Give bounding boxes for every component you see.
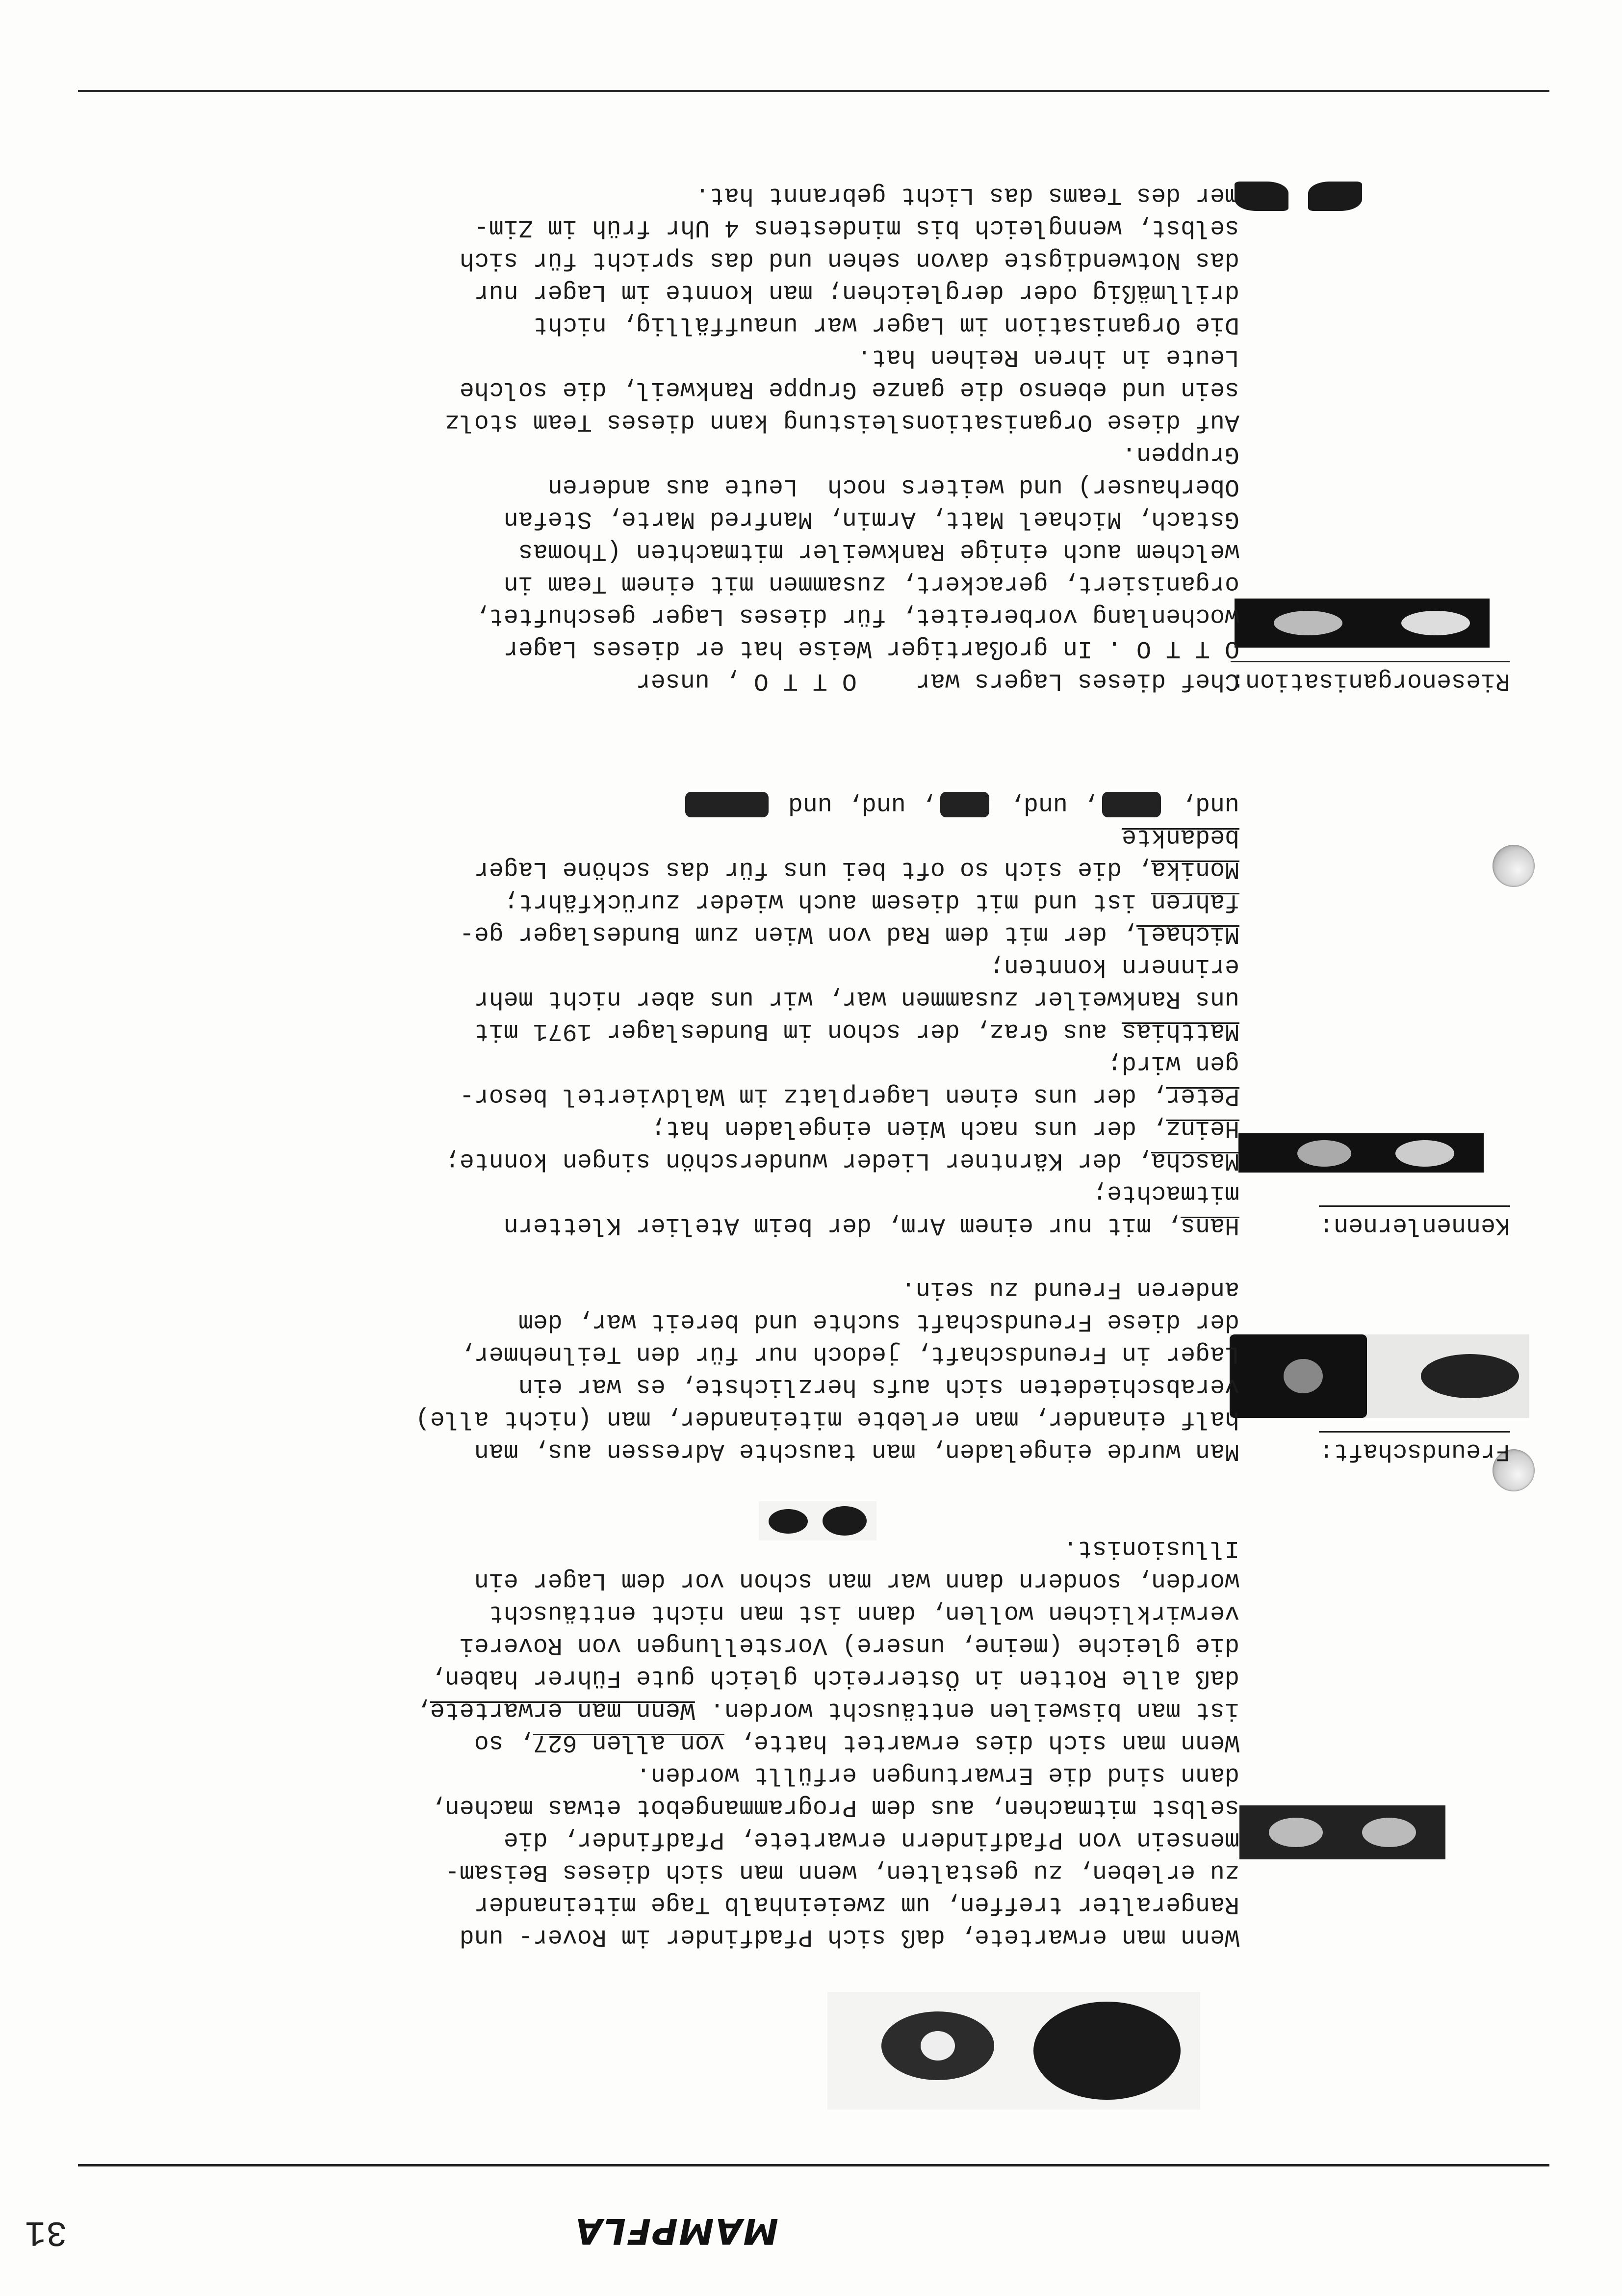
text-line xyxy=(258,1596,1239,1629)
text-run: daß alle Rotten in Österreich gleich gute Führer haben, xyxy=(430,1664,1239,1692)
eyes-photo-large xyxy=(827,1992,1200,2110)
text-line xyxy=(258,1888,1239,1920)
text-run: Chef dieses Lagers war O T T O , unser xyxy=(636,667,1239,695)
text-line xyxy=(258,1791,1239,1823)
text-run: , der mit dem Rad von Wien zum Bundeslager ge- xyxy=(459,920,1136,948)
text-run: , so xyxy=(474,1728,533,1756)
text-line xyxy=(258,276,1239,308)
text-run: , der Kärntner Lieder wunderschön singen konnte; xyxy=(444,1147,1151,1174)
text-run: drillmäßig oder dergleichen; man konnte im Lager nur xyxy=(474,278,1239,306)
text-run: zu erleben, zu gestalten, wenn man sich dieses Beisam- xyxy=(444,1858,1239,1886)
text-run: , der uns nach Wien eingeladen hat; xyxy=(650,1114,1166,1142)
text-run: Gruppen. xyxy=(1121,440,1239,468)
text-run: selbst mitmachen, aus dem Programmangebot etwas machen, xyxy=(430,1793,1239,1821)
underlined-name: bedankte xyxy=(1121,823,1239,851)
text-run: der diese Freundschaft suchte und bereit war, dem xyxy=(518,1307,1239,1335)
text-run: gen wird; xyxy=(1107,1049,1239,1077)
text-line xyxy=(258,1920,1239,1953)
text-line xyxy=(258,373,1239,405)
text-line xyxy=(258,1047,1239,1079)
paragraph-intro xyxy=(258,1532,1239,1953)
text-run: und, xyxy=(1165,790,1239,818)
footer-rule xyxy=(78,90,1549,92)
text-run: Oberhauser) und weiters noch Leute aus anderen xyxy=(547,472,1239,500)
text-run: die gleiche (meine, unsere) Vorstellungen von Roverei xyxy=(459,1631,1239,1659)
text-line xyxy=(258,243,1239,276)
text-line xyxy=(258,1564,1239,1596)
text-line xyxy=(258,1305,1239,1337)
text-line xyxy=(258,567,1239,600)
text-run: wochenlang vorbereitet, für dieses Lager geschuftet, xyxy=(474,602,1239,630)
text-run: Auf diese Organisationsleistung kann dieses Team stolz xyxy=(444,408,1239,436)
text-run: , und, und xyxy=(773,790,935,818)
text-line xyxy=(258,1015,1239,1047)
text-line xyxy=(258,1532,1239,1564)
underlined-name: von allen 627 xyxy=(533,1728,724,1756)
text-line xyxy=(258,1855,1239,1888)
underlined-name: fahren xyxy=(1151,887,1239,915)
label-riesenorganisation: Riesenorganisation: xyxy=(1231,661,1510,697)
punch-hole-bottom xyxy=(1493,845,1535,887)
text-run: Lager in Freundschaft, jedoch nur für den Teilnehmer, xyxy=(459,1340,1239,1368)
text-run: aus Graz, der schon im Bundeslager 1971 mit xyxy=(474,1017,1122,1045)
text-line xyxy=(258,1273,1239,1305)
text-run: dann sind die Erwartungen erfüllt worden. xyxy=(636,1761,1239,1789)
text-line xyxy=(258,1079,1239,1112)
text-line xyxy=(258,340,1239,373)
text-line xyxy=(258,1209,1239,1241)
text-line xyxy=(258,664,1239,697)
text-line xyxy=(258,1661,1239,1694)
text-run: , die sich so oft bei uns für das schöne Lager xyxy=(474,855,1151,883)
text-line xyxy=(258,1370,1239,1402)
text-run: Wenn man sich dies erwartet hatte, xyxy=(724,1728,1239,1756)
text-line xyxy=(258,982,1239,1015)
text-line xyxy=(258,1629,1239,1661)
text-line xyxy=(258,1435,1239,1467)
text-run: organisiert, gerackert, zusammen mit einem Team in xyxy=(503,570,1239,598)
text-run: Man wurde eingeladen, man tauschte Adressen aus, man xyxy=(474,1437,1239,1465)
text-line xyxy=(258,1758,1239,1791)
text-run: Illusionist. xyxy=(1062,1534,1239,1562)
text-line xyxy=(258,600,1239,632)
text-run: half einander, man erlebte miteinander, man (nicht alle) xyxy=(415,1405,1239,1433)
text-line xyxy=(258,470,1239,502)
underlined-name: Michael xyxy=(1136,920,1239,948)
label-kennenlernen: Kennenlernen: xyxy=(1319,1205,1510,1241)
text-run: mitmachte; xyxy=(1092,1179,1239,1207)
paragraph-riesenorganisation xyxy=(258,179,1239,697)
text-run: uns Rankweiler zusammen war, wir uns aber nicht mehr xyxy=(474,985,1239,1013)
text-line xyxy=(258,853,1239,885)
text-line xyxy=(258,885,1239,917)
text-line xyxy=(258,950,1239,982)
text-run: ist man bisweilen enttäuscht worden. xyxy=(695,1696,1239,1724)
eyes-photo-freundschaft xyxy=(1230,1334,1529,1418)
text-run: verwirklichen wollen, dann ist man nicht enttäuscht xyxy=(489,1599,1239,1627)
text-run: anderen Freund zu sein. xyxy=(901,1275,1239,1303)
text-line xyxy=(258,1176,1239,1209)
text-run: , der uns einen Lagerplatz im Waldviertel besor- xyxy=(459,1082,1166,1110)
eyes-thumbnail xyxy=(940,792,989,817)
text-line xyxy=(258,438,1239,470)
underlined-name: Peter xyxy=(1165,1082,1239,1110)
text-line xyxy=(258,1402,1239,1435)
text-line xyxy=(258,1823,1239,1855)
eyes-thumbnail xyxy=(1102,792,1161,817)
text-line xyxy=(258,632,1239,664)
text-run: Gstach, Michael Matt, Armin, Manfred Marte, Stefan xyxy=(503,505,1239,533)
eyes-photo-team xyxy=(1225,167,1367,221)
text-run: , xyxy=(415,1696,430,1724)
text-line xyxy=(258,1112,1239,1144)
text-run: worden, sondern dann war man schon vor dem Lager ein xyxy=(474,1566,1239,1594)
eyes-photo-kennenlernen xyxy=(1238,1133,1484,1173)
underlined-name: Hans xyxy=(1180,1211,1239,1239)
text-run: mensein von Pfadfindern erwartete, Pfadfinder, die xyxy=(503,1826,1239,1853)
text-line xyxy=(258,405,1239,438)
eyes-photo-otto xyxy=(1235,599,1490,648)
text-run: erinnern konnten; xyxy=(989,952,1239,980)
text-line xyxy=(258,1337,1239,1370)
text-line xyxy=(258,535,1239,567)
text-line xyxy=(258,211,1239,243)
underlined-name: Monika xyxy=(1151,855,1239,883)
magazine-logo: MAMPFLA xyxy=(574,2211,778,2252)
header-rule xyxy=(78,2164,1549,2166)
text-line xyxy=(258,502,1239,535)
text-run: Rangeralter treffen, um zweieinhalb Tage miteinander xyxy=(474,1890,1239,1918)
paragraph-freundschaft xyxy=(258,1273,1239,1467)
text-line xyxy=(258,1726,1239,1758)
text-run: , und, xyxy=(994,790,1097,818)
underlined-name: Mascha xyxy=(1151,1147,1239,1174)
text-run: sein und ebenso die ganze Gruppe Rankweil, die solche xyxy=(459,375,1239,403)
text-run: , mit nur einem Arm, der beim Atelier Klettern xyxy=(503,1211,1181,1239)
label-freundschaft: Freundschaft: xyxy=(1319,1431,1510,1467)
underlined-name: Heinz xyxy=(1165,1114,1239,1142)
text-line xyxy=(258,820,1239,853)
eyes-thumbnail xyxy=(685,792,769,817)
text-run: Die Organisation im Lager war unauffällig, nicht xyxy=(533,311,1239,339)
text-line xyxy=(258,179,1239,211)
text-line xyxy=(258,917,1239,950)
eyes-photo-intro xyxy=(1239,1805,1445,1859)
text-line xyxy=(258,788,1239,820)
text-run: Wenn man erwartete, daß sich Pfadfinder im Rover- und xyxy=(459,1923,1239,1951)
underlined-name: Wenn man erwartete xyxy=(430,1696,695,1724)
text-run: selbst, wenngleich bis mindestens 4 Uhr früh im Zim- xyxy=(474,213,1239,241)
text-run: O T T O . In großartiger Weise hat er dieses Lager xyxy=(503,634,1239,662)
page-number: 31 xyxy=(25,2212,67,2252)
text-line xyxy=(258,1694,1239,1726)
text-run: mer des Teams das Licht gebrannt hat. xyxy=(695,181,1239,209)
text-run: verabschiedeten sich aufs herzlichste, es war ein xyxy=(518,1372,1239,1400)
underlined-name: Matthias xyxy=(1121,1017,1239,1045)
paragraph-kennenlernen xyxy=(258,788,1239,1241)
text-run: Leute in ihren Reihen hat. xyxy=(856,343,1239,371)
text-line xyxy=(258,1144,1239,1176)
text-run: das Notwendigste davon sehen und das spricht für sich xyxy=(459,246,1239,274)
text-run: ist und mit diesem auch wieder zurückfährt; xyxy=(503,887,1151,915)
text-run: welchem auch einige Rankweiler mitmachten (Thomas xyxy=(518,537,1239,565)
text-line xyxy=(258,308,1239,340)
